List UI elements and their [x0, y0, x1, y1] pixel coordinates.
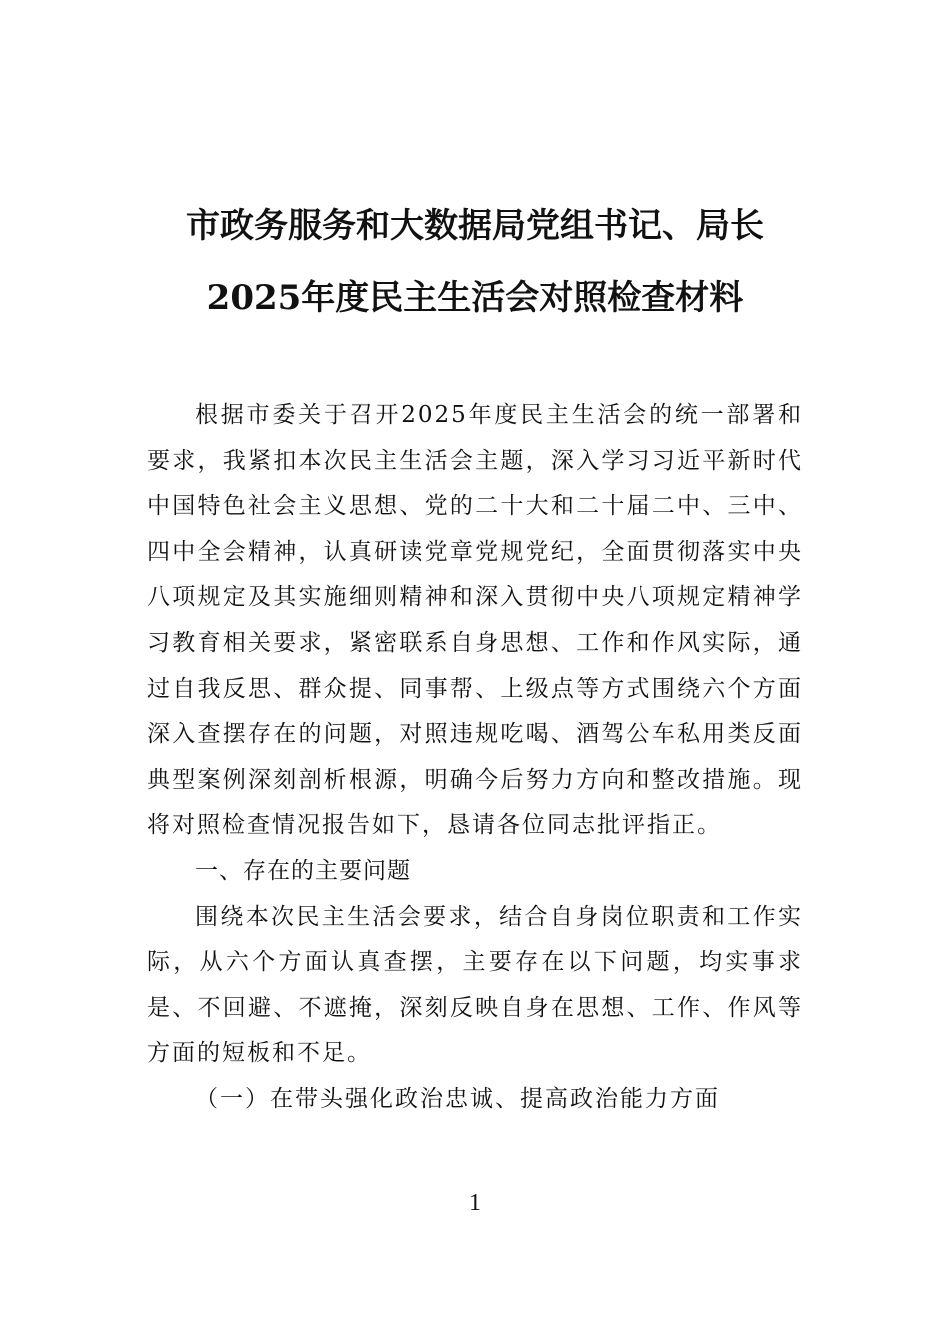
subsection-heading-political-loyalty: （一）在带头强化政治忠诚、提高政治能力方面: [195, 1085, 720, 1112]
title-line-1: 市政务服务和大数据局党组书记、局长: [186, 206, 764, 246]
intro-paragraph: 根据市委关于召开2025年度民主生活会的统一部署和要求，我紧扣本次民主生活会主题，深入学习习近平新时代中国特色社会主义思想、党的二十大和二十届二中、三中、四中全会精神，认真研读党章党规党纪，全面贯彻落实中央八项规定及其实施细则精神和深入贯彻中央八项规定精神学习教育相关要求，紧密联系自身思想、工作和作风实际，通过自我反思、群众提、同事帮、上级点等方式围绕六个方面深入查摆存在的问题，对照违规吃喝、酒驾公车私用类反面典型案例深刻剖析根源，明确今后努力方向和整改措施。现将对照检查情况报告如下，恳请各位同志批评指正。: [147, 402, 803, 839]
section-one-paragraph: 围绕本次民主生活会要求，结合自身岗位职责和工作实际，从六个方面认真查摆，主要存在以下问题，均实事求是、不回避、不遮掩，深刻反映自身在思想、工作、作风等方面的短板和不足。: [147, 903, 803, 1067]
document-title: [100, 190, 850, 334]
title-line-2: 2025年度民主生活会对照检查材料: [206, 278, 744, 318]
page-number: 1: [469, 1190, 481, 1216]
document-body: [147, 393, 803, 1123]
section-heading-problems: 一、存在的主要问题: [195, 857, 411, 884]
